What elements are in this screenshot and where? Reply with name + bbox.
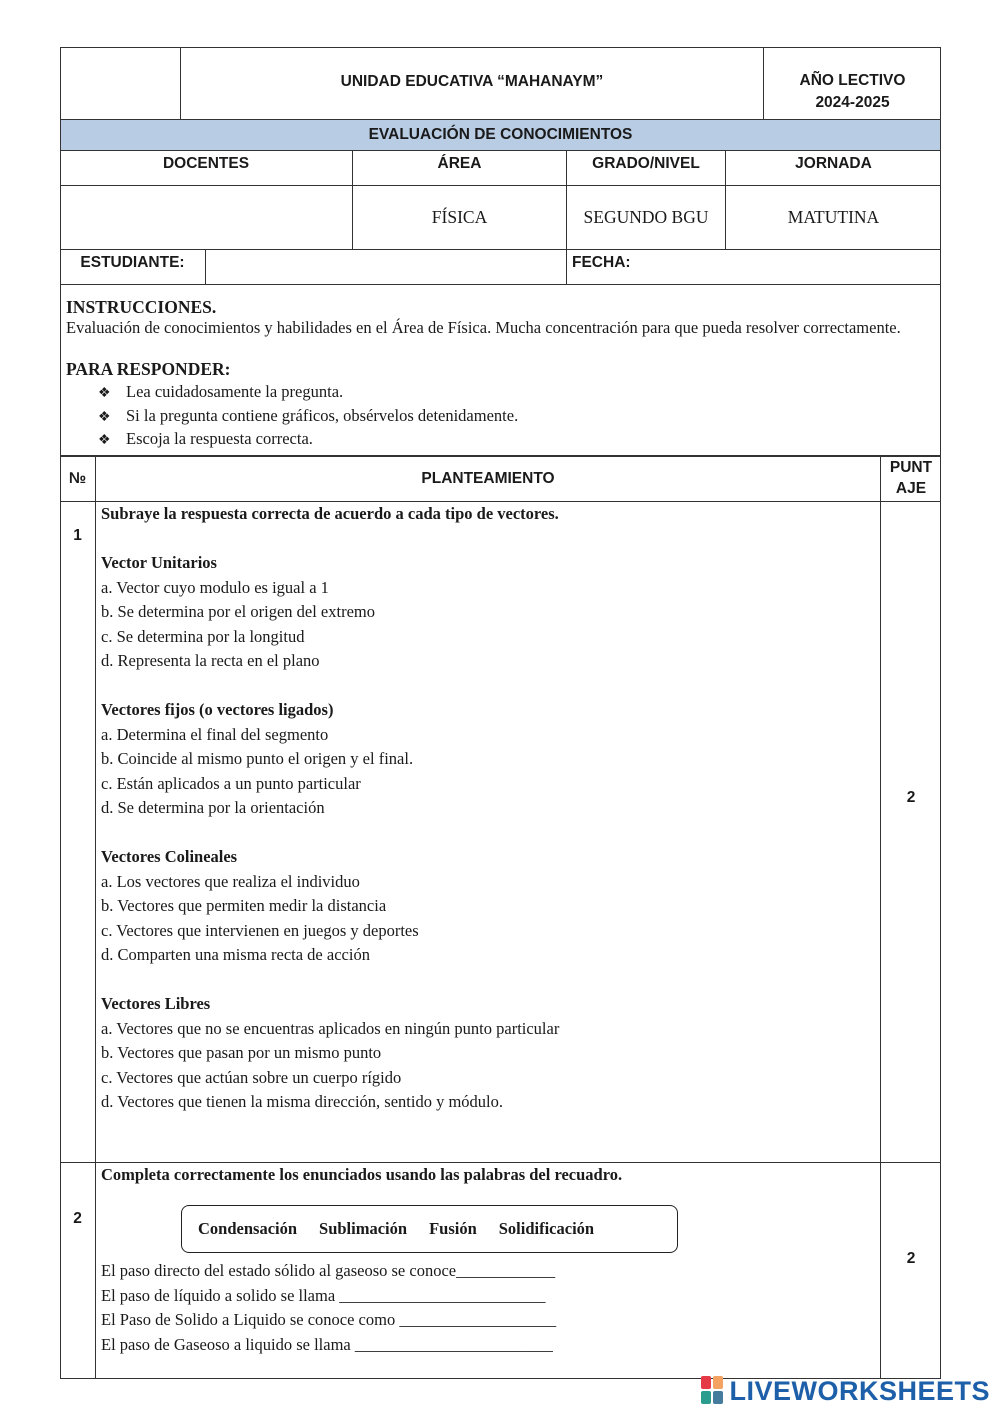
group-title: Vector Unitarios — [101, 553, 217, 572]
group-title: Vectores fijos (o vectores ligados) — [101, 700, 334, 719]
student-label: ESTUDIANTE: — [80, 254, 185, 271]
answer-option[interactable]: c. Se determina por la longitud — [101, 626, 305, 646]
word-option[interactable]: Sublimación — [319, 1219, 408, 1238]
answer-option[interactable]: d. Comparten una misma recta de acción — [101, 945, 370, 964]
word-option[interactable]: Solidificación — [498, 1219, 595, 1238]
date-field[interactable] — [640, 250, 940, 285]
value-grado: SEGUNDO BGU — [583, 207, 709, 227]
q2-score: 2 — [906, 1250, 916, 1267]
q1-score: 2 — [906, 789, 916, 806]
answer-option[interactable]: c. Están aplicados a un punto particular — [101, 773, 361, 793]
header-grado: GRADO/NIVEL — [592, 155, 700, 172]
value-jornada: MATUTINA — [787, 207, 880, 227]
word-bank — [181, 1205, 678, 1253]
answer-option[interactable]: d. Representa la recta en el plano — [101, 651, 320, 670]
value-docentes[interactable] — [60, 186, 352, 249]
answer-option[interactable]: a. Vectores que no se encuentras aplicados en ningún punto particular — [101, 1018, 560, 1038]
fill-blank-sentence[interactable]: El paso directo del estado sólido al gaseoso se conoce____________ — [101, 1261, 556, 1280]
school-name: UNIDAD EDUCATIVA “MAHANAYM” — [340, 73, 604, 90]
q2-number: 2 — [73, 1210, 82, 1227]
answer-option[interactable]: c. Vectores que actúan sobre un cuerpo rígido — [101, 1067, 402, 1087]
header-score: PUNT AJE — [889, 459, 933, 497]
answer-option[interactable]: c. Vectores que intervienen en juegos y deportes — [101, 920, 419, 940]
school-year — [764, 70, 941, 114]
header-area: ÁREA — [437, 155, 482, 172]
header-number: № — [68, 470, 87, 487]
student-field[interactable] — [206, 250, 566, 285]
word-option[interactable]: Condensación — [198, 1219, 298, 1238]
bullet-item: ❖ Si la pregunta contiene gráficos, obsérvelos detenidamente. — [98, 405, 518, 429]
fill-blank-sentence[interactable]: El Paso de Solido a Liquido se conoce como ___________________ — [101, 1310, 557, 1329]
answer-option[interactable]: b. Vectores que permiten medir la distancia — [101, 896, 387, 915]
q1-prompt: Subraye la respuesta correcta de acuerdo a cada tipo de vectores. — [101, 504, 559, 523]
word-option[interactable]: Fusión — [429, 1219, 477, 1238]
year-label: AÑO LECTIVO — [799, 72, 906, 89]
answer-option[interactable]: a. Determina el final del segmento — [101, 724, 329, 744]
instructions-title: INSTRUCCIONES. — [66, 297, 217, 317]
evaluation-title: EVALUACIÓN DE CONOCIMIENTOS — [60, 120, 941, 151]
fill-blank-sentence[interactable]: El paso de líquido a solido se llama _________________________ — [101, 1285, 546, 1305]
bullet-list — [98, 381, 518, 452]
respond-title: PARA RESPONDER: — [66, 359, 231, 379]
header-statement: PLANTEAMIENTO — [421, 470, 555, 487]
logo-placeholder — [61, 48, 179, 119]
header-docentes: DOCENTES — [162, 155, 250, 172]
liveworksheets-logo-icon — [701, 1376, 725, 1406]
answer-option[interactable]: b. Se determina por el origen del extremo — [101, 602, 375, 621]
bullet-item: ❖ Lea cuidadosamente la pregunta. — [98, 381, 518, 405]
q2-prompt: Completa correctamente los enunciados usando las palabras del recuadro. — [101, 1165, 623, 1184]
liveworksheets-text: LIVEWORKSHEETS — [729, 1375, 990, 1406]
bullet-item: ❖ Escoja la respuesta correcta. — [98, 428, 518, 452]
q2-sentences — [101, 1259, 556, 1357]
diamond-bullet-icon: ❖ — [98, 433, 111, 448]
answer-option[interactable]: b. Vectores que pasan por un mismo punto — [101, 1043, 382, 1062]
diamond-bullet-icon: ❖ — [98, 386, 111, 401]
answer-option[interactable]: a. Vector cuyo modulo es igual a 1 — [101, 577, 329, 597]
q1-content — [101, 502, 559, 1115]
year-value: 2024-2025 — [815, 94, 890, 111]
fill-blank-sentence[interactable]: El paso de Gaseoso a liquido se llama ________________________ — [101, 1334, 553, 1354]
answer-option[interactable]: b. Coincide al mismo punto el origen y el final. — [101, 749, 414, 768]
instructions-text: Evaluación de conocimientos y habilidades en el Área de Física. Mucha concentración para que pueda resolver correctamente. — [66, 318, 901, 337]
q1-number: 1 — [73, 527, 82, 544]
answer-option[interactable]: d. Se determina por la orientación — [101, 798, 325, 817]
liveworksheets-watermark — [701, 1374, 990, 1408]
header-jornada: JORNADA — [795, 155, 872, 172]
diamond-bullet-icon: ❖ — [98, 409, 111, 425]
answer-option[interactable]: a. Los vectores que realiza el individuo — [101, 871, 360, 891]
value-area: FÍSICA — [431, 207, 488, 227]
group-title: Vectores Libres — [101, 994, 211, 1013]
date-label: FECHA: — [572, 254, 631, 271]
group-title: Vectores Colineales — [101, 847, 238, 866]
answer-option[interactable]: d. Vectores que tienen la misma dirección, sentido y módulo. — [101, 1092, 504, 1111]
